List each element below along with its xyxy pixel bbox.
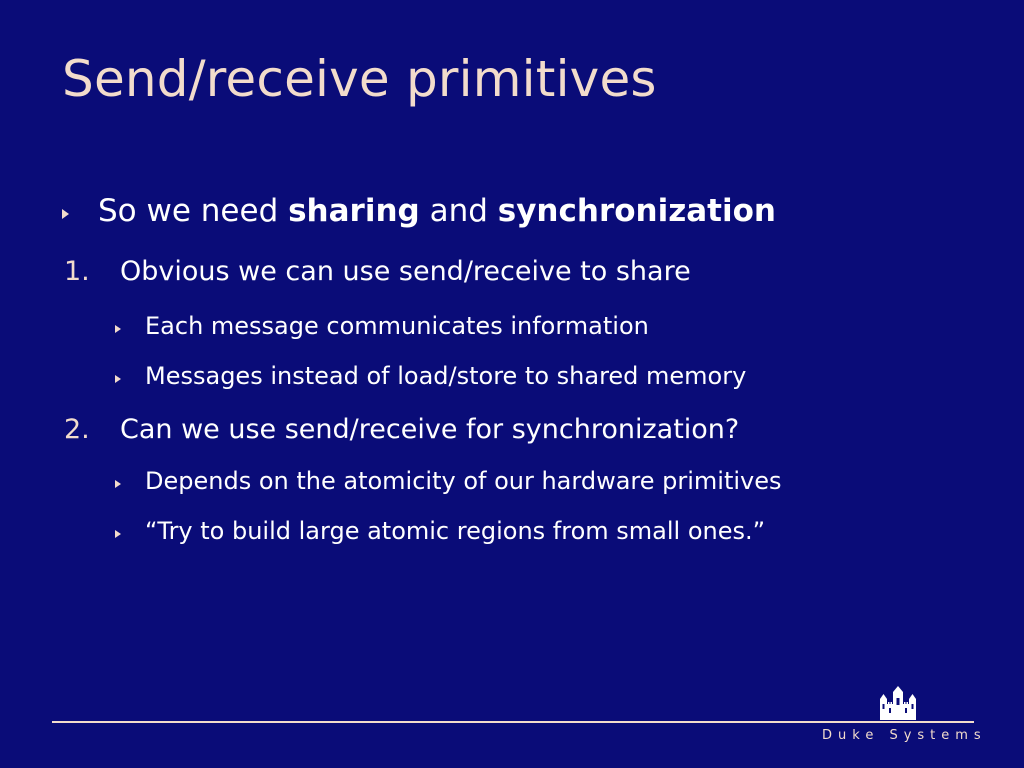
- sub-bullet-triangle-icon: [115, 375, 121, 383]
- sub-bullet-triangle-icon: [115, 480, 121, 488]
- bullet-sharing-synchronization: [98, 193, 776, 229]
- sub-item-1-1: Each message communicates information: [145, 312, 649, 340]
- sub-item-2-1: Depends on the atomicity of our hardware primitives: [145, 467, 782, 495]
- sub-item-2-2: “Try to build large atomic regions from small ones.”: [145, 517, 766, 545]
- footer-divider: [52, 721, 974, 723]
- list-number-1: 1.: [64, 256, 90, 287]
- bullet-text-prefix: So we need: [98, 193, 289, 229]
- slide-title: Send/receive primitives: [62, 50, 657, 108]
- bullet-text-middle: and: [419, 193, 498, 229]
- sub-bullet-triangle-icon: [115, 325, 121, 333]
- list-item-2: Can we use send/receive for synchronization?: [120, 414, 740, 445]
- footer-brand: Duke Systems: [822, 728, 987, 743]
- bullet-bold-sharing: sharing: [288, 193, 420, 229]
- sub-item-1-2: Messages instead of load/store to shared memory: [145, 362, 747, 390]
- list-number-2: 2.: [64, 414, 90, 445]
- sub-bullet-triangle-icon: [115, 530, 121, 538]
- list-item-1: Obvious we can use send/receive to share: [120, 256, 691, 287]
- bullet-triangle-icon: [62, 209, 69, 219]
- bullet-bold-synchronization: synchronization: [497, 193, 776, 229]
- duke-chapel-icon: [880, 686, 916, 720]
